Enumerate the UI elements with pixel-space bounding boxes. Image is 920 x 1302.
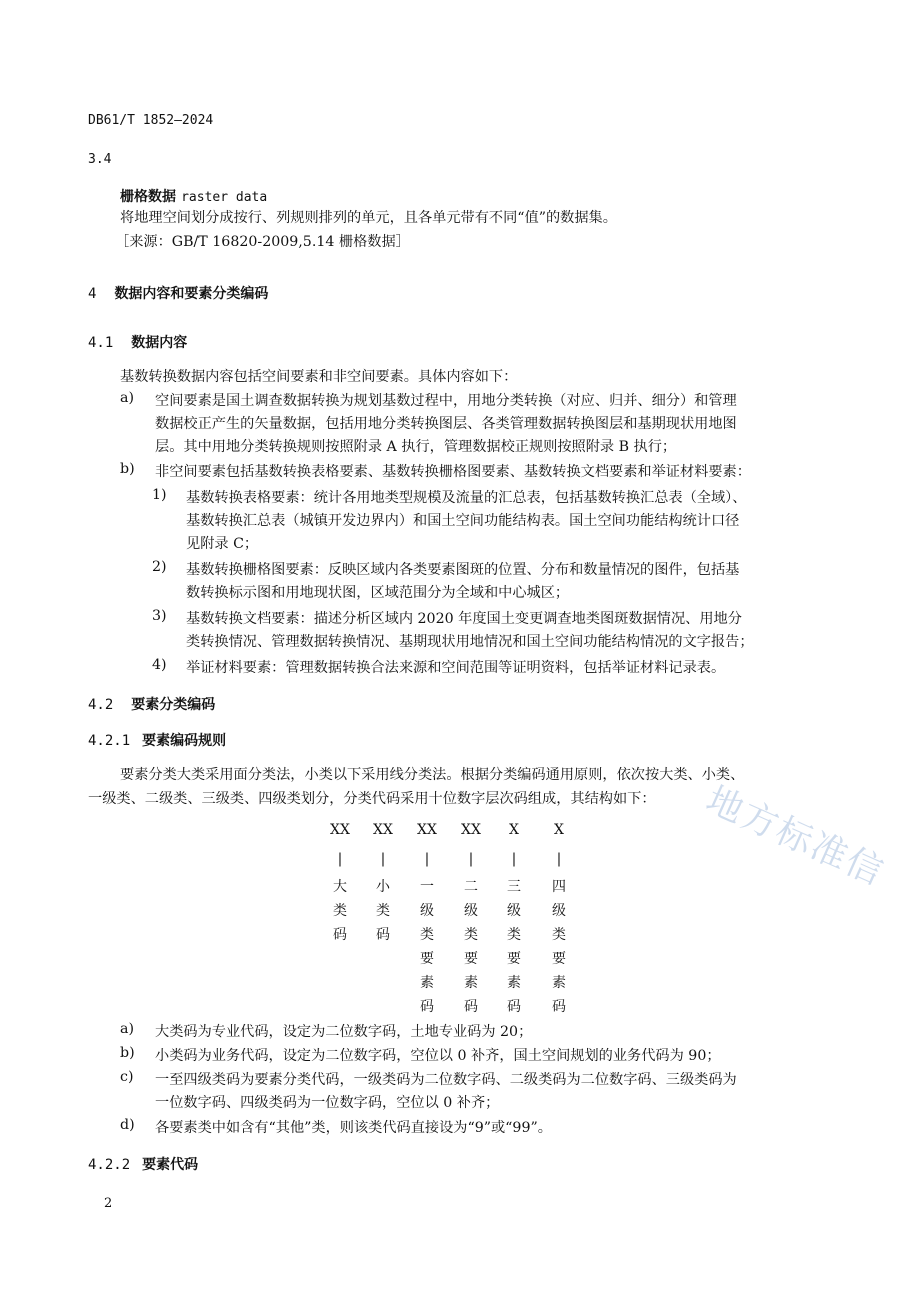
label-level2-char: 类 — [464, 927, 478, 943]
sub-marker-2: 2) — [152, 559, 167, 575]
label-level4-char: 码 — [552, 999, 566, 1015]
label-major-char: 类 — [333, 903, 347, 919]
section-4-2-2-title: 要素代码 — [142, 1157, 199, 1173]
sub-2-line-1: 基数转换栅格图要素：反映区域内各类要素图斑的位置、分布和数量情况的图件，包括基 — [186, 562, 740, 578]
sub-3-line-1: 基数转换文档要素：描述分析区域内 2020 年度国土变更调查地类图斑数据情况、用地分 — [186, 611, 742, 627]
watermark: 地方标准信 — [700, 779, 891, 895]
code-minor: XX — [373, 822, 393, 838]
section-4-heading — [88, 283, 268, 303]
label-level3-char: 码 — [507, 999, 521, 1015]
rule-marker-b: b) — [120, 1045, 135, 1061]
code-level-4: X — [554, 822, 564, 838]
rule-d-line: 各要素类中如含有“其他”类，则该类代码直接设为“9”或“99”。 — [155, 1120, 552, 1136]
sub-marker-3: 3) — [152, 608, 167, 624]
label-level2-char: 二 — [464, 879, 478, 895]
bar-major: | — [337, 851, 343, 867]
label-level3-char: 素 — [507, 975, 521, 991]
sub-marker-4: 4) — [152, 657, 167, 673]
item-b-line: 非空间要素包括基数转换表格要素、基数转换栅格图要素、基数转换文档要素和举证材料要素： — [155, 464, 751, 480]
label-level1-char: 类 — [420, 927, 434, 943]
label-level1-char: 级 — [420, 903, 434, 919]
rule-c-line-2: 一位数字码、四级类码为一位数字码，空位以 0 补齐； — [155, 1095, 500, 1111]
section-4-title: 数据内容和要素分类编码 — [114, 286, 269, 302]
label-level4-char: 级 — [552, 903, 566, 919]
section-4-1-intro: 基数转换数据内容包括空间要素和非空间要素。具体内容如下： — [120, 369, 518, 385]
section-4-2-2-number: 4.2.2 — [88, 1157, 131, 1173]
code-level-1: XX — [417, 822, 437, 838]
bar-level-2: | — [468, 851, 474, 867]
label-level1-char: 一 — [420, 879, 434, 895]
sub-1-line-3: 见附录 C； — [186, 536, 259, 552]
label-level3-char: 级 — [507, 903, 521, 919]
term-chinese: 栅格数据 — [120, 189, 176, 205]
section-4-2-title: 要素分类编码 — [131, 697, 216, 713]
item-a-line-1: 空间要素是国土调查数据转换为规划基数过程中，用地分类转换（对应、归并、细分）和管理 — [155, 393, 737, 409]
label-major-char: 大 — [333, 879, 347, 895]
section-4-2-1-heading — [88, 730, 226, 750]
label-level2-char: 级 — [464, 903, 478, 919]
item-a-line-2: 数据校正产生的矢量数据，包括用地分类转换图层、各类管理数据转换图层和基期现状用地图 — [155, 416, 737, 432]
label-minor-char: 小 — [376, 879, 390, 895]
code-major: XX — [330, 822, 350, 838]
section-3-4-number: 3.4 — [88, 152, 112, 167]
label-level3-char: 类 — [507, 927, 521, 943]
document-id: DB61/T 1852—2024 — [88, 113, 214, 128]
term-heading — [120, 186, 267, 206]
term-english: raster data — [181, 190, 268, 205]
label-level3-char: 要 — [507, 951, 521, 967]
label-major-char: 码 — [333, 927, 347, 943]
sub-2-line-2: 数转换标示图和用地现状图，区域范围分为全域和中心城区； — [186, 585, 570, 601]
label-level4-char: 类 — [552, 927, 566, 943]
label-level3-char: 三 — [507, 879, 521, 895]
sub-marker-1: 1) — [152, 487, 167, 503]
sub-1-line-1: 基数转换表格要素：统计各用地类型规模及流量的汇总表，包括基数转换汇总表（全域）、 — [186, 490, 747, 506]
rule-para-line-1: 要素分类大类采用面分类法，小类以下采用线分类法。根据分类编码通用原则，依次按大类、小类、 — [120, 767, 745, 783]
label-level4-char: 要 — [552, 951, 566, 967]
list-marker-b: b) — [120, 461, 135, 477]
label-level2-char: 码 — [464, 999, 478, 1015]
label-level4-char: 四 — [552, 879, 566, 895]
rule-c-line-1: 一至四级类码为要素分类代码，一级类码为二位数字码、二级类码为二位数字码、三级类码为 — [155, 1072, 737, 1088]
term-definition: 将地理空间划分成按行、列规则排列的单元，且各单元带有不同“值”的数据集。 — [120, 210, 617, 226]
label-level1-char: 码 — [420, 999, 434, 1015]
section-4-number: 4 — [88, 286, 97, 302]
section-4-1-title: 数据内容 — [131, 335, 188, 351]
label-level2-char: 素 — [464, 975, 478, 991]
rule-a-line: 大类码为专业代码，设定为二位数字码，土地专业码为 20； — [155, 1024, 533, 1040]
label-level4-char: 素 — [552, 975, 566, 991]
section-4-2-2-heading — [88, 1154, 198, 1174]
sub-3-line-2: 类转换情况、管理数据转换情况、基期现状用地情况和国土空间功能结构情况的文字报告； — [186, 634, 754, 650]
section-4-2-number: 4.2 — [88, 697, 114, 713]
code-level-3: X — [509, 822, 519, 838]
label-level1-char: 素 — [420, 975, 434, 991]
page-number: 2 — [104, 1196, 113, 1211]
section-4-1-number: 4.1 — [88, 335, 114, 351]
rule-marker-c: c) — [120, 1069, 134, 1085]
section-4-2-1-title: 要素编码规则 — [142, 733, 227, 749]
label-minor-char: 类 — [376, 903, 390, 919]
item-a-line-3: 层。其中用地分类转换规则按照附录 A 执行，管理数据校正规则按照附录 B 执行； — [155, 439, 677, 455]
label-level1-char: 要 — [420, 951, 434, 967]
sub-4-line-1: 举证材料要素：管理数据转换合法来源和空间范围等证明资料，包括举证材料记录表。 — [186, 660, 726, 676]
bar-minor: | — [380, 851, 386, 867]
label-minor-char: 码 — [376, 927, 390, 943]
rule-para-line-2: 一级类、二级类、三级类、四级类划分，分类代码采用十位数字层次码组成，其结构如下： — [88, 791, 656, 807]
list-marker-a: a) — [120, 390, 134, 406]
section-4-2-heading — [88, 694, 215, 714]
bar-level-3: | — [511, 851, 517, 867]
rule-b-line: 小类码为业务代码，设定为二位数字码，空位以 0 补齐，国土空间规划的业务代码为 90； — [155, 1048, 721, 1064]
sub-1-line-2: 基数转换汇总表（城镇开发边界内）和国土空间功能结构表。国土空间功能结构统计口径 — [186, 513, 740, 529]
rule-marker-d: d) — [120, 1117, 135, 1133]
section-4-1-heading — [88, 332, 187, 352]
rule-marker-a: a) — [120, 1021, 134, 1037]
bar-level-1: | — [424, 851, 430, 867]
code-level-2: XX — [461, 822, 481, 838]
label-level2-char: 要 — [464, 951, 478, 967]
bar-level-4: | — [556, 851, 562, 867]
term-source: ［来源：GB/T 16820-2009,5.14 栅格数据］ — [115, 234, 410, 250]
section-4-2-1-number: 4.2.1 — [88, 733, 131, 749]
